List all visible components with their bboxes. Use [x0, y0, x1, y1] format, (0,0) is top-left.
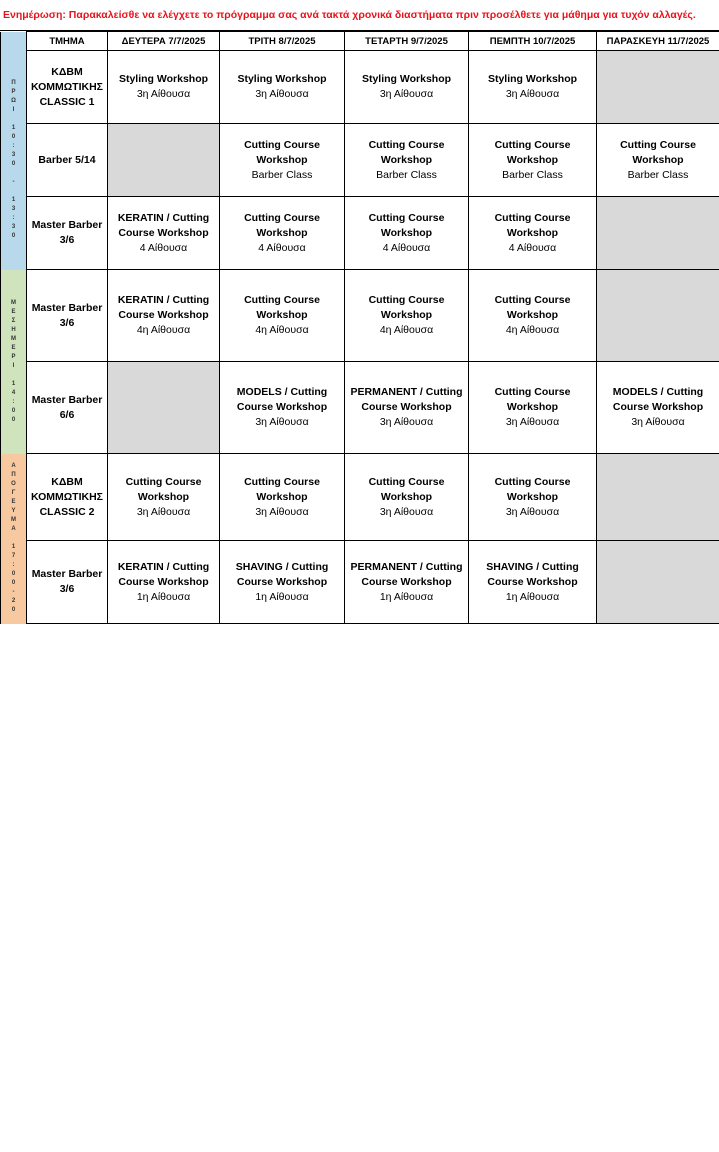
class-room: 3η Αίθουσα — [505, 416, 560, 428]
class-slot-wednesday — [345, 362, 469, 454]
class-slot-monday — [108, 51, 220, 124]
class-room: 1η Αίθουσα — [255, 590, 309, 603]
class-slot-tuesday — [220, 270, 345, 362]
side-label-morning — [1, 51, 27, 270]
class-slot-wednesday — [345, 270, 469, 362]
class-room: Barber Class — [251, 168, 313, 181]
class-title: Cutting Course Workshop — [494, 211, 571, 239]
class-slot-thursday — [469, 362, 597, 454]
class-title: MODELS / Cutting Course Workshop — [236, 386, 328, 413]
class-slot-tuesday — [220, 197, 345, 270]
class-title: Cutting Course Workshop — [244, 211, 320, 239]
class-title: PERMANENT / Cutting Course Workshop — [350, 386, 463, 413]
class-title: Cutting Course Workshop — [125, 475, 202, 503]
table-row — [1, 197, 719, 270]
class-room: 1η Αίθουσα — [136, 590, 191, 603]
class-title: Styling Workshop — [361, 73, 452, 85]
class-room: 3η Αίθουσα — [379, 416, 434, 428]
header-row — [1, 32, 719, 51]
side-label-text: Π Ρ Ω Ι 1 0 : 3 0 - 1 3 : 3 0 — [11, 80, 16, 239]
class-slot-wednesday — [345, 197, 469, 270]
class-room: 4η Αίθουσα — [136, 324, 191, 336]
class-slot-tuesday — [220, 51, 345, 124]
header-day-wednesday: ΤΕΤΑΡΤΗ 9/7/2025 — [345, 32, 469, 51]
class-title: Cutting Course Workshop — [244, 475, 320, 503]
class-title: KERATIN / Cutting Course Workshop — [117, 294, 210, 321]
class-slot-friday — [597, 124, 719, 197]
class-slot-monday — [108, 197, 220, 270]
side-label-text: Α Π Ο Γ Ε Υ Μ Α 1 7 : 0 0 - 2 0 — [11, 463, 16, 613]
empty-slot-friday — [597, 51, 719, 124]
class-slot-tuesday — [220, 124, 345, 197]
class-title: KERATIN / Cutting Course Workshop — [117, 211, 210, 239]
side-label-text: Μ Ε Σ Η Μ Ε Ρ Ι 1 4 : 0 0 — [11, 299, 16, 423]
class-room: Barber Class — [627, 168, 689, 181]
header-day-thursday: ΠΕΜΠΤΗ 10/7/2025 — [469, 32, 597, 51]
dept-cell: Master Barber 3/6 — [27, 270, 108, 362]
class-room: 3η Αίθουσα — [505, 88, 560, 100]
header-day-tuesday: ΤΡΙΤΗ 8/7/2025 — [220, 32, 345, 51]
class-slot-thursday — [469, 124, 597, 197]
class-title: PERMANENT / Cutting Course Workshop — [350, 560, 463, 588]
class-room: 3η Αίθουσα — [505, 505, 560, 518]
class-slot-wednesday — [345, 51, 469, 124]
class-slot-thursday — [469, 541, 597, 624]
dept-cell: Barber 5/14 — [27, 124, 108, 197]
class-slot-wednesday — [345, 454, 469, 541]
empty-slot-monday — [108, 362, 220, 454]
class-slot-thursday — [469, 270, 597, 362]
class-slot-tuesday — [220, 362, 345, 454]
dept-cell: Master Barber 3/6 — [27, 541, 108, 624]
class-title: Cutting Course Workshop — [494, 475, 571, 503]
class-title: Cutting Course Workshop — [244, 294, 320, 321]
table-row — [1, 51, 719, 124]
empty-slot-friday — [597, 197, 719, 270]
class-room: 1η Αίθουσα — [505, 590, 560, 603]
class-room: 4 Αίθουσα — [139, 241, 188, 254]
class-title: SHAVING / Cutting Course Workshop — [486, 560, 579, 588]
class-title: Cutting Course Workshop — [620, 138, 696, 166]
dept-cell: ΚΔΒΜ ΚΟΜΜΩΤΙΚΗΣ CLASSIC 1 — [27, 51, 108, 124]
header-day-friday: ΠΑΡΑΣΚΕΥΗ 11/7/2025 — [597, 32, 719, 51]
empty-slot-monday — [108, 124, 220, 197]
class-room: 3η Αίθουσα — [631, 416, 685, 428]
class-slot-monday — [108, 454, 220, 541]
update-notice: Ενημέρωση: Παρακαλείσθε να ελέγχετε το πρόγραμμα σας ανά τακτά χρονικά διαστήματα πριν προσέλθετε για μάθημα για τυχόν αλλαγές. — [0, 0, 719, 31]
class-room: 3η Αίθουσα — [255, 88, 309, 100]
empty-slot-friday — [597, 541, 719, 624]
class-room: 3η Αίθουσα — [136, 505, 191, 518]
class-room: 1η Αίθουσα — [379, 590, 434, 603]
class-title: MODELS / Cutting Course Workshop — [612, 386, 704, 413]
table-row — [1, 541, 719, 624]
empty-slot-friday — [597, 454, 719, 541]
class-room: 3η Αίθουσα — [255, 416, 309, 428]
class-title: Cutting Course Workshop — [368, 475, 445, 503]
class-room: Barber Class — [502, 168, 563, 181]
class-room: 3η Αίθουσα — [379, 88, 434, 100]
side-header — [1, 32, 27, 51]
class-slot-monday — [108, 541, 220, 624]
schedule-table — [0, 31, 719, 624]
table-row — [1, 454, 719, 541]
table-row — [1, 362, 719, 454]
class-slot-thursday — [469, 197, 597, 270]
class-slot-wednesday — [345, 541, 469, 624]
class-room: 4η Αίθουσα — [505, 324, 560, 336]
class-title: KERATIN / Cutting Course Workshop — [117, 560, 210, 588]
class-title: Cutting Course Workshop — [368, 138, 445, 166]
class-title: Styling Workshop — [118, 73, 209, 85]
class-title: Cutting Course Workshop — [368, 211, 445, 239]
class-room: 4 Αίθουσα — [508, 241, 557, 254]
class-title: Styling Workshop — [237, 73, 327, 85]
class-slot-tuesday — [220, 454, 345, 541]
class-room: 4η Αίθουσα — [379, 324, 434, 336]
class-slot-thursday — [469, 454, 597, 541]
dept-cell: Master Barber 3/6 — [27, 197, 108, 270]
class-title: Cutting Course Workshop — [494, 294, 571, 321]
empty-slot-friday — [597, 270, 719, 362]
class-title: SHAVING / Cutting Course Workshop — [235, 560, 329, 588]
class-room: 3η Αίθουσα — [379, 505, 434, 518]
class-room: 3η Αίθουσα — [136, 88, 191, 100]
class-title: Cutting Course Workshop — [368, 294, 445, 321]
class-room: 4η Αίθουσα — [255, 324, 309, 336]
class-title: Styling Workshop — [487, 73, 578, 85]
class-room: Barber Class — [376, 168, 437, 181]
table-row — [1, 124, 719, 197]
side-label-midday — [1, 270, 27, 454]
class-room: 4 Αίθουσα — [382, 241, 431, 254]
side-label-evening — [1, 454, 27, 624]
dept-cell: Master Barber 6/6 — [27, 362, 108, 454]
class-room: 4 Αίθουσα — [258, 241, 306, 254]
header-dept: ΤΜΗΜΑ — [27, 32, 108, 51]
class-room: 3η Αίθουσα — [255, 505, 309, 518]
class-slot-thursday — [469, 51, 597, 124]
header-day-monday: ΔΕΥΤΕΡΑ 7/7/2025 — [108, 32, 220, 51]
dept-cell: ΚΔΒΜ ΚΟΜΜΩΤΙΚΗΣ CLASSIC 2 — [27, 454, 108, 541]
class-slot-tuesday — [220, 541, 345, 624]
class-slot-monday — [108, 270, 220, 362]
class-slot-wednesday — [345, 124, 469, 197]
class-slot-friday — [597, 362, 719, 454]
class-title: Cutting Course Workshop — [494, 386, 571, 413]
table-row — [1, 270, 719, 362]
class-title: Cutting Course Workshop — [244, 138, 320, 166]
class-title: Cutting Course Workshop — [494, 138, 571, 166]
